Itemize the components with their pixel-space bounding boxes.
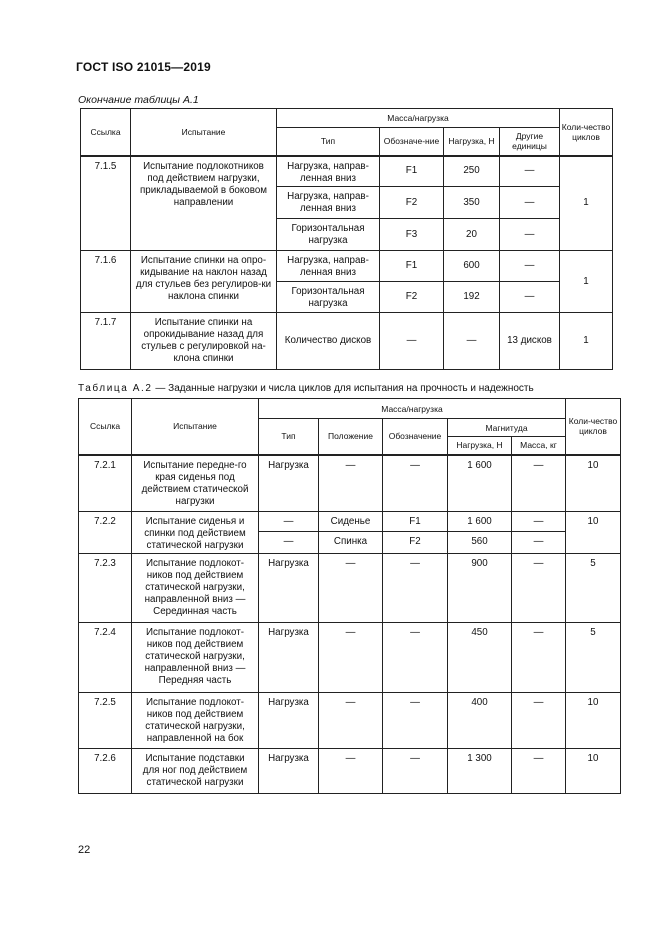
table-cell-designation: — (380, 313, 444, 370)
header-type: Тип (259, 419, 319, 455)
table-cell-test: Испытание спинки на опро-кидывание на наклон назад для стульев без регулиров-ки наклона спинки (131, 251, 277, 313)
table-cell-mass: — (512, 749, 566, 794)
table-cell-designation: — (383, 623, 448, 693)
table-cell-designation: F2 (380, 282, 444, 313)
table-cell-designation: F1 (380, 156, 444, 187)
header-designation: Обозначение (383, 419, 448, 455)
table-cell-load: 1 300 (448, 749, 512, 794)
table-cell-designation: — (383, 554, 448, 623)
table-cell-ref: 7.2.2 (79, 512, 132, 554)
table-cell-load: — (444, 313, 500, 370)
table2-caption-prefix: Таблица А.2 (78, 383, 153, 394)
table1-caption: Окончание таблицы А.1 (78, 94, 199, 106)
table-cell-mass: — (512, 532, 566, 554)
table-cell-position: — (319, 693, 383, 749)
table-cell-type: Нагрузка (259, 455, 319, 512)
document-header-title: ГОСТ ISO 21015—2019 (76, 60, 211, 74)
header-cycles: Коли-чество циклов (560, 109, 613, 156)
table-cell-other: — (500, 282, 560, 313)
table-cell-load: 250 (444, 156, 500, 187)
table-cell-mass: — (512, 693, 566, 749)
table-cell-type: Количество дисков (277, 313, 380, 370)
header-type: Тип (277, 128, 380, 156)
table-cell-type: Нагрузка (259, 554, 319, 623)
table-cell-mass: — (512, 554, 566, 623)
table-cell-test: Испытание подлокотников под действием нагрузки, прикладываемой в боковом направлении (131, 156, 277, 251)
table-cell-other: — (500, 156, 560, 187)
table-cell-load: 350 (444, 187, 500, 219)
table-cell-mass: — (512, 512, 566, 532)
table-cell-load: 450 (448, 623, 512, 693)
table-cell-position: — (319, 749, 383, 794)
table-cell-load: 1 600 (448, 512, 512, 532)
table-cell-designation: — (383, 455, 448, 512)
header-other-units: Другие единицы (500, 128, 560, 156)
table-a1-end (80, 108, 613, 370)
table-a2 (78, 398, 621, 794)
table-cell-type: Нагрузка (259, 623, 319, 693)
table-cell-designation: — (383, 749, 448, 794)
table-cell-load: 20 (444, 219, 500, 251)
table-cell-position: — (319, 554, 383, 623)
header-cycles: Коли-чество циклов (566, 399, 621, 455)
table-cell-designation: F1 (383, 512, 448, 532)
table-cell-other: — (500, 219, 560, 251)
table2-caption (78, 383, 534, 394)
table-cell-ref: 7.2.3 (79, 554, 132, 623)
table-cell-other: — (500, 251, 560, 282)
table-cell-cycles: 1 (560, 313, 613, 370)
table-cell-type: Нагрузка, направ-ленная вниз (277, 251, 380, 282)
table-cell-cycles: 10 (566, 693, 621, 749)
header-mass-load: Масса/нагрузка (259, 399, 566, 419)
table-cell-ref: 7.1.5 (81, 156, 131, 251)
header-magnitude: Магнитуда (448, 419, 566, 437)
header-mass-load: Масса/нагрузка (277, 109, 560, 128)
table-cell-test: Испытание сиденья и спинки под действием статической нагрузки (132, 512, 259, 554)
table-cell-cycles: 5 (566, 623, 621, 693)
header-designation: Обозначе-ние (380, 128, 444, 156)
header-test: Испытание (131, 109, 277, 156)
table-cell-load: 600 (444, 251, 500, 282)
table-cell-type: Горизонтальная нагрузка (277, 219, 380, 251)
table-cell-cycles: 10 (566, 455, 621, 512)
table-cell-designation: F1 (380, 251, 444, 282)
table-cell-test: Испытание подлокот-ников под действием статической нагрузки, направленной вниз — Серединная часть (132, 554, 259, 623)
table-cell-type: Горизонтальная нагрузка (277, 282, 380, 313)
table-cell-test: Испытание передне-го края сиденья под действием статической нагрузки (132, 455, 259, 512)
table-cell-cycles: 1 (560, 251, 613, 313)
table-cell-test: Испытание подставки для ног под действием статической нагрузки (132, 749, 259, 794)
table-cell-other: — (500, 187, 560, 219)
table-cell-mass: — (512, 623, 566, 693)
table-cell-type: Нагрузка, направ-ленная вниз (277, 156, 380, 187)
table-cell-load: 560 (448, 532, 512, 554)
table2-caption-text: — Заданные нагрузки и числа циклов для испытания на прочность и надежность (152, 383, 534, 394)
table-cell-designation: F2 (383, 532, 448, 554)
table-cell-type: Нагрузка (259, 749, 319, 794)
header-position: Положение (319, 419, 383, 455)
header-mass-kg: Масса, кг (512, 437, 566, 455)
table-cell-type: Нагрузка (259, 693, 319, 749)
table-cell-cycles: 1 (560, 156, 613, 251)
table-cell-load: 400 (448, 693, 512, 749)
table-cell-ref: 7.2.1 (79, 455, 132, 512)
table-cell-mass: — (512, 455, 566, 512)
page-number: 22 (78, 844, 91, 856)
table-cell-position: — (319, 455, 383, 512)
header-load-n: Нагрузка, Н (444, 128, 500, 156)
table-cell-ref: 7.1.7 (81, 313, 131, 370)
table-cell-designation: F2 (380, 187, 444, 219)
table-cell-type: — (259, 512, 319, 532)
table-cell-cycles: 10 (566, 749, 621, 794)
table-cell-test: Испытание подлокот-ников под действием статической нагрузки, направленной вниз — Передняя часть (132, 623, 259, 693)
header-ref: Ссылка (81, 109, 131, 156)
header-load-n: Нагрузка, Н (448, 437, 512, 455)
table-cell-ref: 7.2.6 (79, 749, 132, 794)
table-cell-ref: 7.2.5 (79, 693, 132, 749)
table-cell-type: Нагрузка, направ-ленная вниз (277, 187, 380, 219)
header-test: Испытание (132, 399, 259, 455)
table-cell-test: Испытание подлокот-ников под действием статической нагрузки, направленной на бок (132, 693, 259, 749)
table-cell-cycles: 10 (566, 512, 621, 554)
table-cell-load: 900 (448, 554, 512, 623)
header-ref: Ссылка (79, 399, 132, 455)
table-cell-cycles: 5 (566, 554, 621, 623)
table-cell-ref: 7.1.6 (81, 251, 131, 313)
table-cell-position: Сиденье (319, 512, 383, 532)
table-cell-type: — (259, 532, 319, 554)
table-cell-ref: 7.2.4 (79, 623, 132, 693)
table-cell-position: — (319, 623, 383, 693)
table-cell-load: 192 (444, 282, 500, 313)
table-cell-designation: — (383, 693, 448, 749)
table-cell-designation: F3 (380, 219, 444, 251)
table-cell-load: 1 600 (448, 455, 512, 512)
table-cell-other: 13 дисков (500, 313, 560, 370)
table-cell-test: Испытание спинки на опрокидывание назад для стульев с регулировкой на-клона спинки (131, 313, 277, 370)
table-cell-position: Спинка (319, 532, 383, 554)
